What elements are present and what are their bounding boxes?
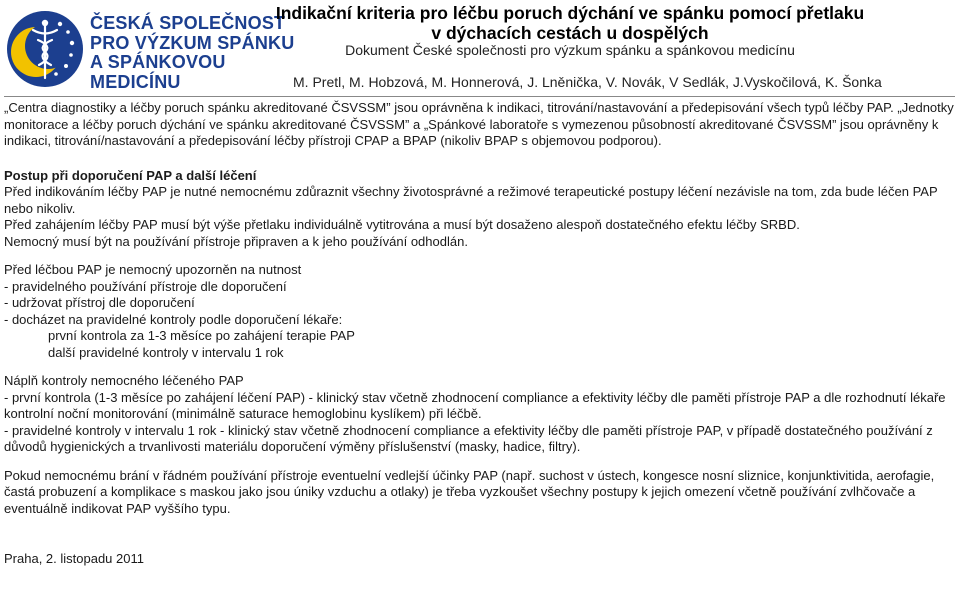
list-item: - první kontrola (1-3 měsíce po zahájení léčení PAP) - klinický stav včetně zhodnocení compliance a efektivity léčby dle paměti přístroje PAP a dle rozhodnutí lékaře kontrolní noční monitorování (minimálně saturace hemoglobinu kyslíkem) při léčbě.	[4, 389, 946, 421]
paragraph: Před zahájením léčby PAP musí být výše přetlaku individuálně vytitrována a musí být dosaženo alespoň dostatečného efektu léčby SRBD.	[4, 217, 800, 232]
place-date: Praha, 2. listopadu 2011	[4, 551, 144, 566]
title-line: v dýchacích cestách u dospělých	[431, 23, 709, 43]
header-divider	[4, 96, 955, 97]
list-item: - docházet na pravidelné kontroly podle doporučení lékaře:	[4, 311, 343, 327]
list-item: - udržovat přístroj dle doporučení	[4, 295, 195, 310]
control-item: další pravidelné kontroly v intervalu 1 rok	[48, 344, 284, 360]
list-item: - pravidelné kontroly v intervalu 1 rok - klinický stav včetně zhodnocení compliance a efektivity léčby dle paměti přístroje PAP, v případě dostatečného používání z důvodů hygienických a trvanlivosti materiálu doporučení výměny příslušenství (masky, hadice, filtry).	[4, 422, 933, 454]
document-title	[250, 3, 890, 43]
document-subtitle: Dokument České společnosti pro výzkum spánku a spánkovou medicínu	[345, 42, 795, 58]
org-line: ČESKÁ SPOLEČNOST	[90, 13, 286, 33]
title-line: Indikační kriteria pro léčbu poruch dýchání ve spánku pomocí přetlaku	[275, 3, 865, 23]
paragraph: Před indikováním léčby PAP je nutné nemocnému zdůraznit všechny životosprávné a režimové terapeutické postupy léčení nezávisle na tom, zda bude léčen PAP nebo nikoliv.	[4, 184, 938, 216]
control-item: první kontrola za 1-3 měsíce po zahájení terapie PAP	[48, 328, 355, 343]
caduceus-moon-stars-icon	[6, 10, 84, 88]
org-line: A SPÁNKOVOU	[90, 52, 226, 72]
org-line: MEDICÍNU	[90, 71, 181, 92]
document-body	[4, 100, 956, 568]
authors-list: M. Pretl, M. Hobzová, M. Honnerová, J. Lněnička, V. Novák, V Sedlák, J.Vyskočilová, K. Šonka	[293, 74, 882, 90]
document-header	[0, 0, 959, 100]
paragraph: Nemocný musí být na používání přístroje připraven a k jeho používání odhodlán.	[4, 233, 468, 249]
section-heading: Postup při doporučení PAP a další léčení	[4, 167, 257, 183]
before-treatment-intro: Před léčbou PAP je nemocný upozorněn na nutnost	[4, 262, 302, 277]
list-item: - pravidelného používání přístroje dle doporučení	[4, 278, 287, 294]
intro-paragraph: „Centra diagnostiky a léčby poruch spánku akreditované ČSVSSM” jsou oprávněna k indikaci, titrování/nastavování a předepisování všech typů léčby PAP. „Jednotky monitorace a léčby poruch dýchání ve spánku akreditované ČSVSSM” a „Spánkové laboratoře s vymezenou působností akreditované ČSVSSM” jsou oprávněny k indikaci, titrování/nastavování a předepisování léčby přístroji CPAP a BPAP (nikoliv BPAP s objemovou podporou).	[4, 100, 954, 148]
control-content-heading: Náplň kontroly nemocného léčeného PAP	[4, 373, 244, 388]
org-line: PRO VÝZKUM SPÁNKU	[90, 32, 295, 53]
closing-paragraph: Pokud nemocnému brání v řádném používání přístroje eventuelní vedlejší účinky PAP (např. suchost v ústech, kongesce nosní sliznice, konjunktivitida, aerofagie, častá probuzení a komplikace s maskou jako jsou úniky vzduchu a otlaky) je třeba vyzkoušet všechny postupy k jejich omezení včetně používání zvlhčovače a eventuálně indikovat PAP vyššího typu.	[4, 467, 935, 516]
